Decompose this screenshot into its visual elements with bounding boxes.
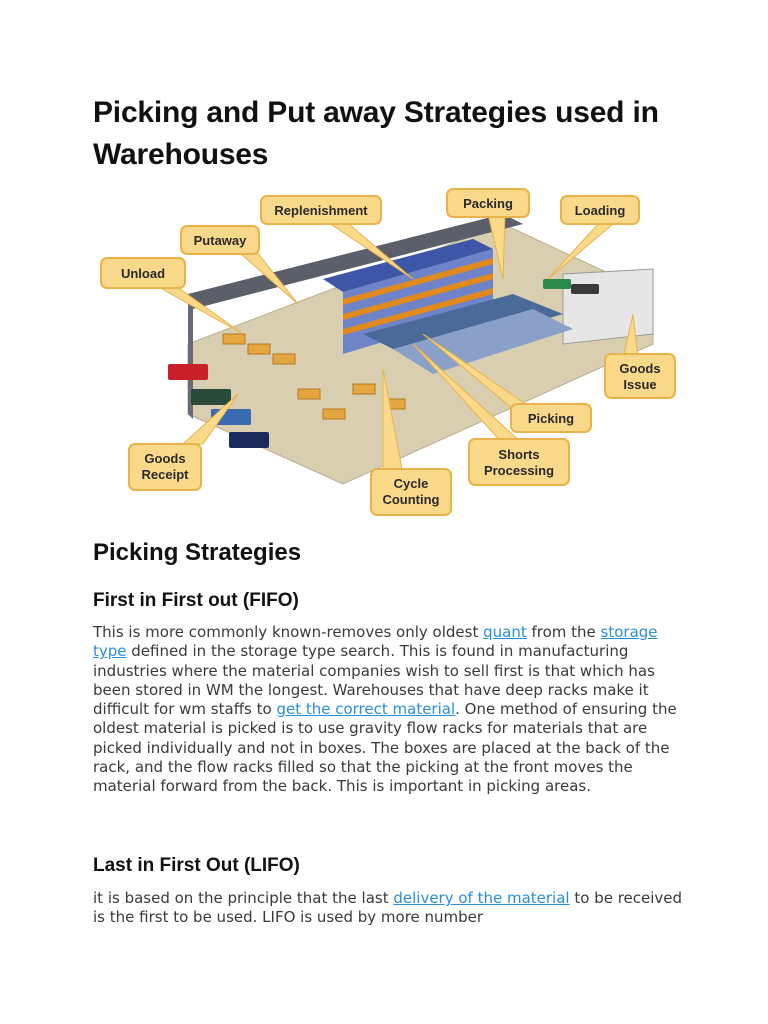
label-packing: Packing — [463, 196, 513, 211]
fifo-paragraph — [93, 623, 693, 797]
link-storage-type[interactable]: storage type — [93, 623, 658, 661]
fifo-text-1: This is more commonly known-removes only oldest — [93, 623, 484, 641]
label-shorts-line2: Processing — [483, 463, 555, 478]
label-goods-receipt-line2: Receipt — [141, 467, 189, 482]
fifo-text-4: . One method of ensuring the oldest material is picked is to use gravity flow racks for materials that are picked individually and not in boxes. The boxes are placed at the back of the rack, and the flow racks filled so that the picking at the front moves the material forward from the back. This is important in picking areas. — [93, 700, 677, 796]
label-goods-issue-line1: Goods — [619, 361, 661, 376]
label-loading: Loading — [574, 203, 626, 218]
label-shorts-line1: Shorts — [498, 447, 540, 462]
link-delivery-of-the-material[interactable]: delivery of the material — [393, 889, 570, 907]
label-goods-issue-line2: Issue — [623, 377, 657, 392]
lifo-text-2: to be received is the first to be used. LIFO is used by more number — [93, 889, 683, 927]
fifo-heading: First in First out (FIFO) — [93, 590, 299, 611]
label-unload: Unload — [120, 266, 166, 281]
warehouse-svg — [93, 184, 678, 519]
warehouse-illustration — [93, 184, 678, 519]
lifo-text-1: it is based on the principle that the last — [93, 889, 394, 907]
label-goods-receipt-line1: Goods — [144, 451, 186, 466]
page-title: Picking and Put away Strategies used in Warehouses — [93, 96, 659, 171]
section-heading-picking-strategies: Picking Strategies — [93, 539, 302, 566]
lifo-heading: Last in First Out (LIFO) — [93, 855, 300, 876]
office-building — [563, 269, 653, 344]
fifo-text-3: defined in the storage type search. This is found in manufacturing industries where the material companies wish to sell first is that which has been stored in WM the longest. Warehouses that have deep racks make it difficult for wm staffs to — [93, 642, 655, 719]
fifo-text-2: from the — [526, 623, 601, 641]
link-get-the-correct-material[interactable]: get the correct material — [276, 700, 456, 719]
label-picking: Picking — [527, 411, 575, 426]
label-cycle-line2: Counting — [382, 492, 440, 507]
link-quant[interactable]: quant — [483, 623, 527, 641]
label-cycle-line1: Cycle — [393, 476, 429, 491]
lifo-paragraph — [93, 889, 693, 928]
label-replenishment: Replenishment — [274, 203, 368, 218]
label-putaway: Putaway — [193, 233, 247, 248]
